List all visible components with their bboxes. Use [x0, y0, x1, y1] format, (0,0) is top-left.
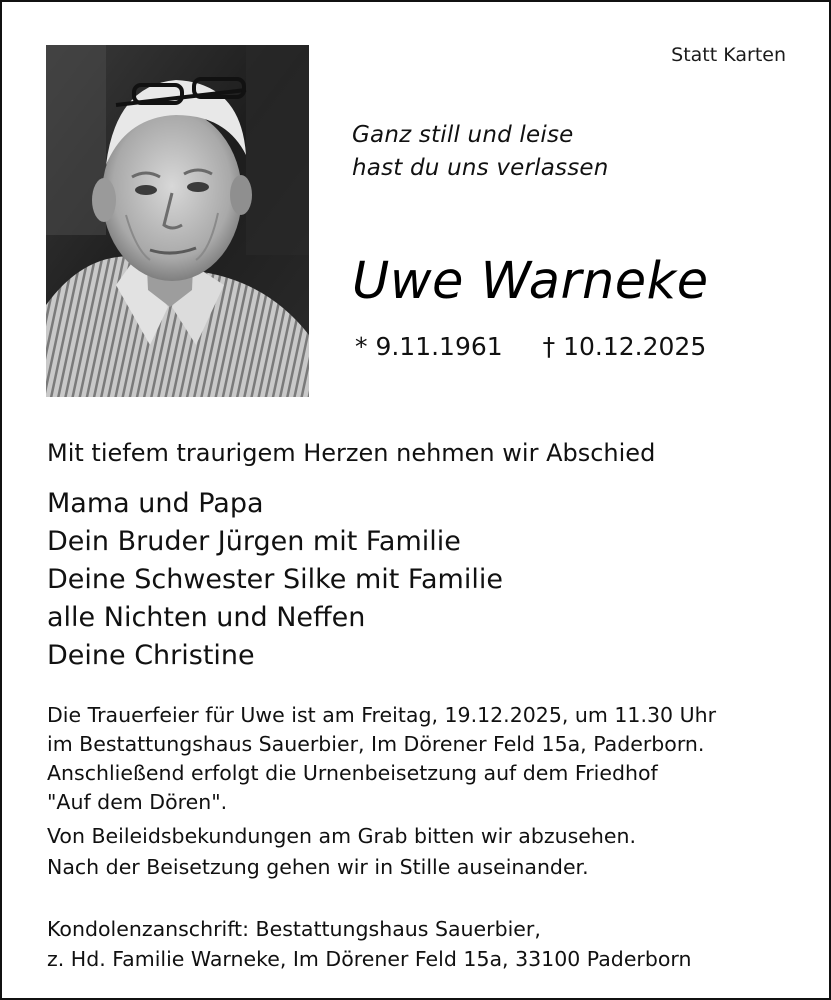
ceremony-line: Die Trauerfeier für Uwe ist am Freitag, 19.12.2025, um 11.30 Uhr [47, 703, 717, 727]
mourner-entry: Deine Schwester Silke mit Familie [47, 564, 503, 595]
mourner-entry: Mama und Papa [47, 488, 264, 519]
birth-date: * 9.11.1961 [355, 332, 503, 361]
portrait-photo [46, 45, 309, 397]
death-date: † 10.12.2025 [542, 332, 707, 361]
ceremony-info [47, 701, 716, 882]
mourners-list [47, 485, 503, 675]
mourner-entry: Deine Christine [47, 640, 255, 671]
life-dates [355, 330, 706, 364]
condolence-address [47, 914, 691, 974]
ceremony-line: Von Beileidsbekundungen am Grab bitten wir abzusehen. [47, 824, 637, 848]
ceremony-line: "Auf dem Dören". [47, 790, 228, 814]
deceased-name: Uwe Warneke [352, 252, 709, 311]
mourner-entry: Dein Bruder Jürgen mit Familie [47, 526, 461, 557]
motto [352, 119, 609, 185]
contact-line: z. Hd. Familie Warneke, Im Dörener Feld 15a, 33100 Paderborn [47, 947, 692, 971]
farewell-intro: Mit tiefem traurigem Herzen nehmen wir Abschied [47, 439, 656, 467]
portrait-photo-icon [46, 45, 309, 397]
mourner-entry: alle Nichten und Neffen [47, 602, 366, 633]
ceremony-line: im Bestattungshaus Sauerbier, Im Dörener Feld 15a, Paderborn. [47, 732, 705, 756]
ceremony-line: Anschließend erfolgt die Urnenbeisetzung auf dem Friedhof [47, 761, 658, 785]
motto-line: Ganz still und leise [352, 122, 574, 148]
statt-karten-label: Statt Karten [671, 44, 786, 66]
motto-line: hast du uns verlassen [352, 155, 609, 181]
ceremony-line: Nach der Beisetzung gehen wir in Stille auseinander. [47, 855, 589, 879]
contact-line: Kondolenzanschrift: Bestattungshaus Sauerbier, [47, 917, 541, 941]
